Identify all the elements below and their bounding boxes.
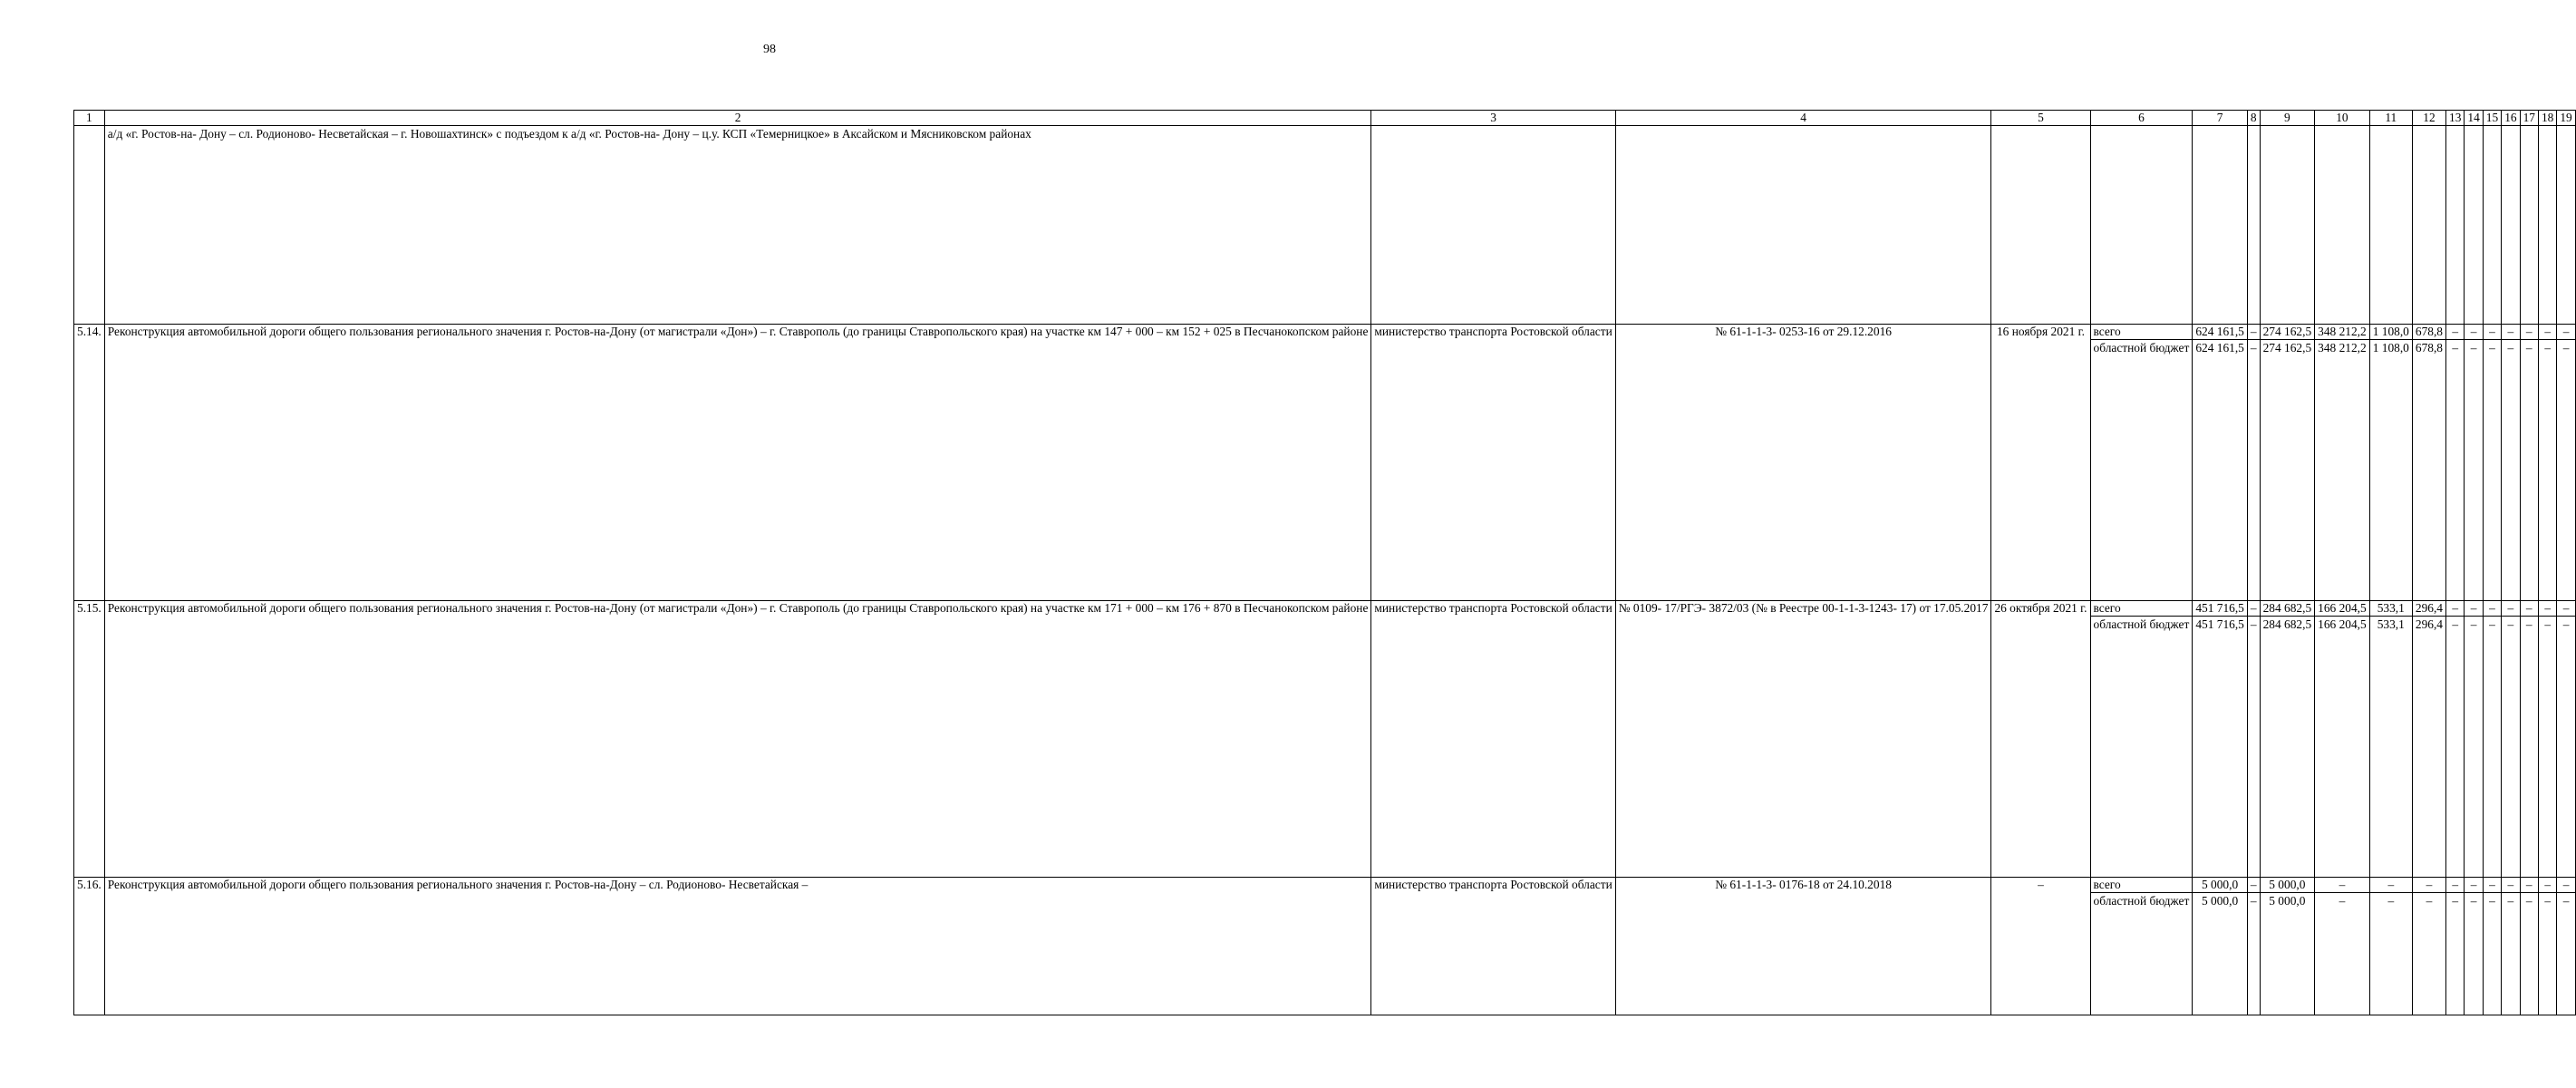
value-col-16: –: [2502, 617, 2520, 878]
table-body: [74, 111, 2576, 1015]
value-col-13: –: [2446, 340, 2465, 601]
organization: министерство транспорта Ростовской области: [1371, 878, 1615, 1015]
table-row: [74, 325, 2576, 340]
column-header-14: 14: [2465, 111, 2483, 126]
cell-col-11: [2369, 126, 2412, 325]
value-col-10: –: [2315, 878, 2370, 893]
organization: министерство транспорта Ростовской области: [1371, 601, 1615, 878]
value-col-15: –: [2483, 340, 2501, 601]
value-col-15: –: [2483, 617, 2501, 878]
value-col-12: –: [2412, 878, 2445, 893]
value-col-18: –: [2538, 601, 2556, 617]
organization: министерство транспорта Ростовской области: [1371, 325, 1615, 601]
object-name: Реконструкция автомобильной дороги общего пользования регионального значения г. Ростов-на-Дону (от магистрали «Дон») – г. Ставрополь (до границы Ставропольского края) на участке км 147 + 000 – км 152 + 025 в Песчанокопском районе: [104, 325, 1371, 601]
value-col-15: –: [2483, 601, 2501, 617]
value-col-8: –: [2247, 617, 2260, 878]
completion-date: 16 ноября 2021 г.: [1991, 325, 2090, 601]
page-number: 98: [763, 43, 776, 56]
value-col-17: –: [2520, 325, 2538, 340]
value-col-9: 284 682,5: [2260, 601, 2315, 617]
column-header-4: 4: [1615, 111, 1991, 126]
value-col-15: –: [2483, 325, 2501, 340]
column-header-11: 11: [2369, 111, 2412, 126]
funding-source: всего: [2090, 878, 2193, 893]
value-col-10: 166 204,5: [2315, 617, 2370, 878]
value-col-14: –: [2465, 893, 2483, 1015]
cell-col-17: [2520, 126, 2538, 325]
document-ref: № 61-1-1-3- 0253-16 от 29.12.2016: [1615, 325, 1991, 601]
value-col-14: –: [2465, 878, 2483, 893]
value-col-16: –: [2502, 340, 2520, 601]
value-col-19: –: [2557, 617, 2575, 878]
value-col-18: –: [2538, 340, 2556, 601]
funding-source: всего: [2090, 325, 2193, 340]
funding-source: областной бюджет: [2090, 893, 2193, 1015]
value-col-8: –: [2247, 893, 2260, 1015]
value-col-10: –: [2315, 893, 2370, 1015]
budget-table: [73, 110, 2576, 1015]
value-col-11: –: [2369, 893, 2412, 1015]
column-header-9: 9: [2260, 111, 2315, 126]
value-col-15: –: [2483, 893, 2501, 1015]
value-col-17: –: [2520, 617, 2538, 878]
table-row: [74, 878, 2576, 893]
entry-number: 5.14.: [74, 325, 105, 601]
column-header-10: 10: [2315, 111, 2370, 126]
value-col-16: –: [2502, 325, 2520, 340]
value-col-7: 624 161,5: [2193, 340, 2248, 601]
cell-col-4: [1615, 126, 1991, 325]
value-col-11: 533,1: [2369, 601, 2412, 617]
value-col-17: –: [2520, 601, 2538, 617]
cell-col-18: [2538, 126, 2556, 325]
value-col-18: –: [2538, 893, 2556, 1015]
value-col-15: –: [2483, 878, 2501, 893]
value-col-7: 624 161,5: [2193, 325, 2248, 340]
column-header-8: 8: [2247, 111, 2260, 126]
cell-col-12: [2412, 126, 2445, 325]
value-col-12: 296,4: [2412, 617, 2445, 878]
value-col-17: –: [2520, 340, 2538, 601]
column-header-13: 13: [2446, 111, 2465, 126]
column-header-17: 17: [2520, 111, 2538, 126]
completion-date: 26 октября 2021 г.: [1991, 601, 2090, 878]
value-col-8: –: [2247, 340, 2260, 601]
value-col-9: 284 682,5: [2260, 617, 2315, 878]
value-col-18: –: [2538, 617, 2556, 878]
value-col-13: –: [2446, 325, 2465, 340]
table-row: [74, 601, 2576, 617]
value-col-8: –: [2247, 601, 2260, 617]
value-col-17: –: [2520, 893, 2538, 1015]
value-col-17: –: [2520, 878, 2538, 893]
value-col-12: 678,8: [2412, 340, 2445, 601]
cell-col-7: [2193, 126, 2248, 325]
value-col-11: 1 108,0: [2369, 340, 2412, 601]
cell-col-14: [2465, 126, 2483, 325]
value-col-13: –: [2446, 878, 2465, 893]
value-col-7: 451 716,5: [2193, 601, 2248, 617]
value-col-9: 274 162,5: [2260, 340, 2315, 601]
object-name: а/д «г. Ростов-на- Дону – сл. Родионово- Несветайская – г. Новошахтинск» с подъездом к а/д «г. Ростов-на- Дону – ц.у. КСП «Темерницкое» в Аксайском и Мясниковском районах: [104, 126, 1371, 325]
column-header-5: 5: [1991, 111, 2090, 126]
cell-col-3: [1371, 126, 1615, 325]
value-col-19: –: [2557, 340, 2575, 601]
value-col-7: 451 716,5: [2193, 617, 2248, 878]
value-col-13: –: [2446, 601, 2465, 617]
object-name: Реконструкция автомобильной дороги общего пользования регионального значения г. Ростов-на-Дону – сл. Родионово- Несветайская –: [104, 878, 1371, 1015]
funding-source: областной бюджет: [2090, 340, 2193, 601]
entry-number: [74, 126, 105, 325]
value-col-9: 274 162,5: [2260, 325, 2315, 340]
cell-col-9: [2260, 126, 2315, 325]
value-col-13: –: [2446, 617, 2465, 878]
header-row: [74, 111, 2576, 126]
value-col-18: –: [2538, 325, 2556, 340]
column-header-1: 1: [74, 111, 105, 126]
value-col-16: –: [2502, 878, 2520, 893]
value-col-10: 348 212,2: [2315, 340, 2370, 601]
object-name: Реконструкция автомобильной дороги общего пользования регионального значения г. Ростов-на-Дону (от магистрали «Дон») – г. Ставрополь (до границы Ставропольского края) на участке км 171 + 000 – км 176 + 870 в Песчанокопском районе: [104, 601, 1371, 878]
column-header-3: 3: [1371, 111, 1615, 126]
column-header-7: 7: [2193, 111, 2248, 126]
value-col-10: 166 204,5: [2315, 601, 2370, 617]
cell-col-19: [2557, 126, 2575, 325]
cell-col-8: [2247, 126, 2260, 325]
value-col-14: –: [2465, 617, 2483, 878]
cell-col-16: [2502, 126, 2520, 325]
value-col-16: –: [2502, 601, 2520, 617]
value-col-8: –: [2247, 878, 2260, 893]
entry-number: 5.15.: [74, 601, 105, 878]
value-col-8: –: [2247, 325, 2260, 340]
funding-source: областной бюджет: [2090, 617, 2193, 878]
column-header-19: 19: [2557, 111, 2575, 126]
value-col-7: 5 000,0: [2193, 878, 2248, 893]
value-col-14: –: [2465, 340, 2483, 601]
funding-source: всего: [2090, 601, 2193, 617]
value-col-16: –: [2502, 893, 2520, 1015]
value-col-12: 296,4: [2412, 601, 2445, 617]
value-col-7: 5 000,0: [2193, 893, 2248, 1015]
completion-date: –: [1991, 878, 2090, 1015]
column-header-15: 15: [2483, 111, 2501, 126]
document-ref: № 61-1-1-3- 0176-18 от 24.10.2018: [1615, 878, 1991, 1015]
cell-col-10: [2315, 126, 2370, 325]
value-col-11: 1 108,0: [2369, 325, 2412, 340]
cell-col-5: [1991, 126, 2090, 325]
value-col-9: 5 000,0: [2260, 893, 2315, 1015]
column-header-16: 16: [2502, 111, 2520, 126]
column-header-12: 12: [2412, 111, 2445, 126]
value-col-18: –: [2538, 878, 2556, 893]
cell-col-15: [2483, 126, 2501, 325]
value-col-19: –: [2557, 878, 2575, 893]
value-col-11: –: [2369, 878, 2412, 893]
value-col-12: –: [2412, 893, 2445, 1015]
value-col-14: –: [2465, 601, 2483, 617]
column-header-6: 6: [2090, 111, 2193, 126]
column-header-2: 2: [104, 111, 1371, 126]
value-col-19: –: [2557, 325, 2575, 340]
value-col-13: –: [2446, 893, 2465, 1015]
continuation-row: [74, 126, 2576, 325]
value-col-14: –: [2465, 325, 2483, 340]
value-col-11: 533,1: [2369, 617, 2412, 878]
cell-col-6: [2090, 126, 2193, 325]
value-col-19: –: [2557, 893, 2575, 1015]
cell-col-13: [2446, 126, 2465, 325]
document-ref: № 0109- 17/РГЭ- 3872/03 (№ в Реестре 00-1-1-3-1243- 17) от 17.05.2017: [1615, 601, 1991, 878]
value-col-10: 348 212,2: [2315, 325, 2370, 340]
column-header-18: 18: [2538, 111, 2556, 126]
value-col-19: –: [2557, 601, 2575, 617]
value-col-9: 5 000,0: [2260, 878, 2315, 893]
entry-number: 5.16.: [74, 878, 105, 1015]
value-col-12: 678,8: [2412, 325, 2445, 340]
